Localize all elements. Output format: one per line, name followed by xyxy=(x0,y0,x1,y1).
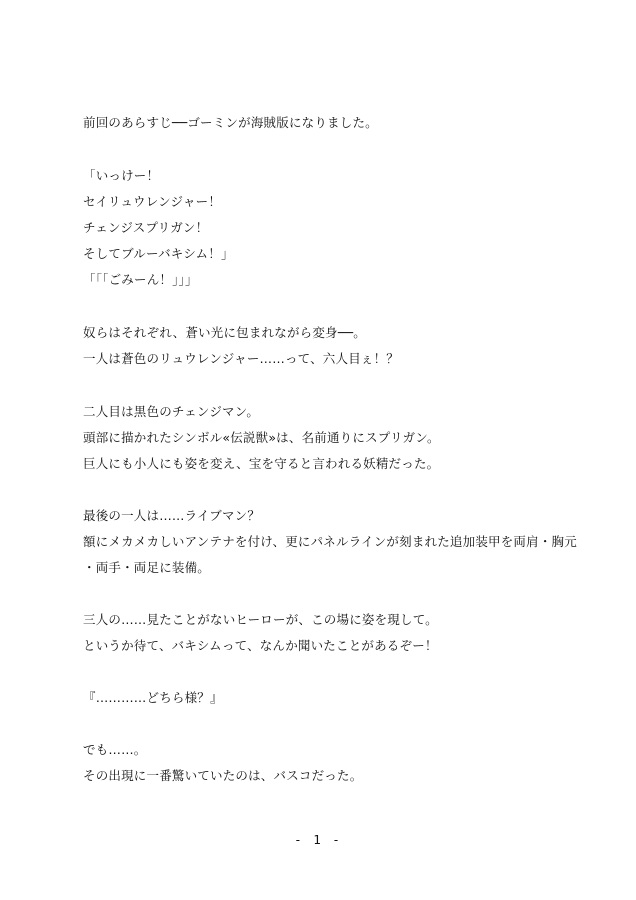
text-line: 額にメカメカしいアンテナを付け、更にパネルラインが刻まれた追加装甲を両肩・胸元 xyxy=(83,534,577,549)
text-line: 頭部に描かれたシンボル«伝説獣»は、名前通りにスプリガン。 xyxy=(83,430,440,445)
text-line: 前回のあらすじ──ゴーミンが海賊版になりました。 xyxy=(83,115,378,130)
page-number: - 1 - xyxy=(294,832,342,847)
text-line: 一人は蒼色のリュウレンジャー……って、六人目ぇ！？ xyxy=(83,351,400,366)
text-line: 『…………どちら様？』 xyxy=(83,690,223,705)
text-line: というか待て、バキシムって、なんか聞いたことがあるぞー！ xyxy=(83,638,438,653)
text-line: ・両手・両足に装備。 xyxy=(83,560,211,575)
text-line: 奴らはそれぞれ、蒼い光に包まれながら変身──。 xyxy=(83,325,366,340)
text-line: 二人目は黒色のチェンジマン。 xyxy=(83,404,260,419)
text-line: でも……。 xyxy=(83,742,147,757)
text-line: その出現に一番驚いていたのは、バスコだった。 xyxy=(83,768,363,783)
text-line: 「いっけー！ xyxy=(83,168,160,183)
text-line: 「｢｢ごみーん！｣｣」 xyxy=(83,272,198,287)
text-line: 巨人にも小人にも姿を変え、宝を守ると言われる妖精だった。 xyxy=(83,456,440,471)
text-line: セイリュウレンジャー！ xyxy=(83,194,222,209)
text-line: そしてブルーバキシム！」 xyxy=(83,246,234,261)
text-line: 三人の……見たことがないヒーローが、この場に姿を現して。 xyxy=(83,612,438,627)
text-line: チェンジスプリガン！ xyxy=(83,220,209,235)
text-line: 最後の一人は……ライブマン？ xyxy=(83,508,261,523)
